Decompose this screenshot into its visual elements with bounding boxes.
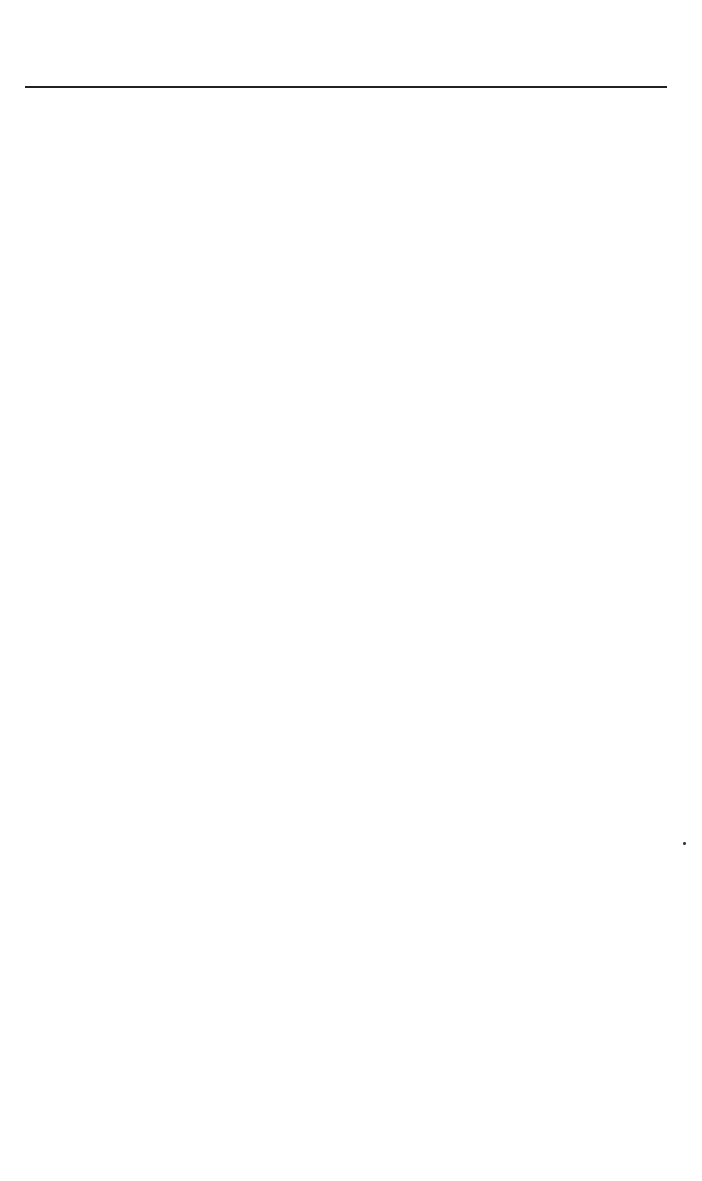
- print-speck: [683, 842, 686, 845]
- page-header: [25, 38, 667, 88]
